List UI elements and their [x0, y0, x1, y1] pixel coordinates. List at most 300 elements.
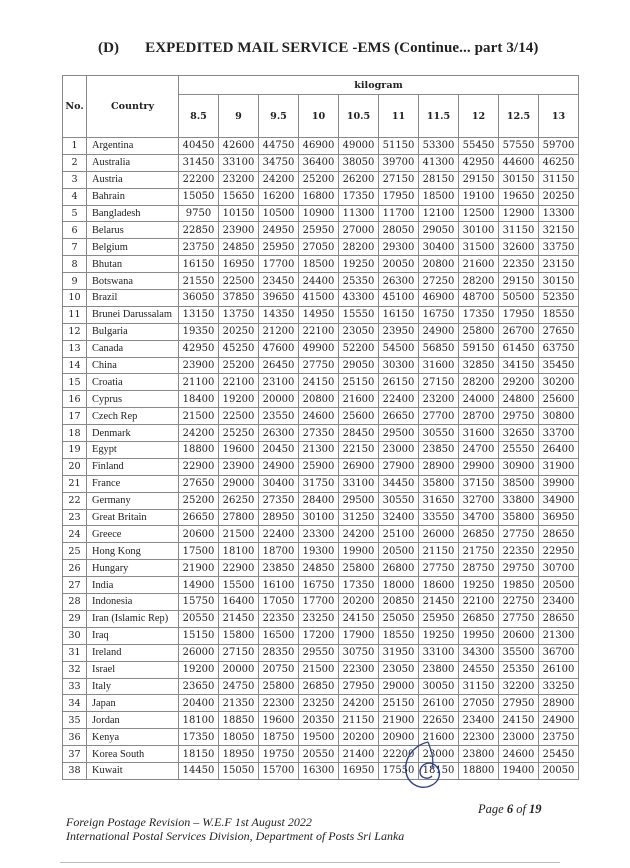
row-number: 36	[63, 729, 87, 746]
rate-cell: 19600	[259, 712, 299, 729]
country-name: Italy	[87, 678, 179, 695]
rate-cell: 31600	[459, 425, 499, 442]
rate-cell: 17950	[499, 306, 539, 323]
rate-cell: 24750	[219, 678, 259, 695]
rate-cell: 19900	[339, 543, 379, 560]
rate-cell: 15700	[259, 762, 299, 779]
rate-cell: 22400	[379, 391, 419, 408]
rate-cell: 26300	[379, 273, 419, 290]
table-row	[63, 610, 579, 627]
rate-cell: 23150	[539, 256, 579, 273]
rate-cell: 28200	[339, 239, 379, 256]
row-number: 4	[63, 188, 87, 205]
rate-cell: 22200	[179, 171, 219, 188]
rate-cell: 26200	[339, 171, 379, 188]
row-number: 31	[63, 644, 87, 661]
country-name: Jordan	[87, 712, 179, 729]
row-number: 25	[63, 543, 87, 560]
rate-cell: 27650	[539, 323, 579, 340]
rate-cell: 33250	[539, 678, 579, 695]
rate-cell: 17900	[339, 627, 379, 644]
country-name: China	[87, 357, 179, 374]
rate-cell: 23800	[459, 746, 499, 763]
rate-cell: 26400	[539, 442, 579, 459]
rate-cell: 63750	[539, 340, 579, 357]
country-name: Iran (Islamic Rep)	[87, 610, 179, 627]
table-row	[63, 729, 579, 746]
rate-cell: 25950	[299, 222, 339, 239]
rate-cell: 28350	[259, 644, 299, 661]
rate-cell: 28900	[539, 695, 579, 712]
rate-cell: 15750	[179, 594, 219, 611]
rate-cell: 15550	[339, 306, 379, 323]
section-title: EXPEDITED MAIL SERVICE -EMS (Continue... part 3/14)	[145, 40, 539, 56]
table-row	[63, 661, 579, 678]
rate-cell: 12900	[499, 205, 539, 222]
rate-cell: 11300	[339, 205, 379, 222]
rate-cell: 32650	[499, 425, 539, 442]
rate-cell: 23750	[539, 729, 579, 746]
table-row	[63, 290, 579, 307]
rate-cell: 21500	[299, 661, 339, 678]
rate-cell: 23200	[419, 391, 459, 408]
rate-cell: 14950	[299, 306, 339, 323]
table-row	[63, 138, 579, 155]
rate-cell: 23100	[259, 374, 299, 391]
rate-cell: 23050	[379, 661, 419, 678]
rate-cell: 41500	[299, 290, 339, 307]
rate-cell: 36950	[539, 509, 579, 526]
rate-cell: 23400	[539, 594, 579, 611]
rate-cell: 16100	[259, 577, 299, 594]
rate-cell: 24200	[179, 425, 219, 442]
rate-cell: 13300	[539, 205, 579, 222]
rate-cell: 22300	[339, 661, 379, 678]
rate-cell: 31450	[179, 154, 219, 171]
row-number: 34	[63, 695, 87, 712]
rate-cell: 35450	[539, 357, 579, 374]
country-name: Kuwait	[87, 762, 179, 779]
rate-cell: 56850	[419, 340, 459, 357]
rate-cell: 23650	[179, 678, 219, 695]
rate-cell: 31250	[339, 509, 379, 526]
rate-cell: 23450	[259, 273, 299, 290]
rate-cell: 17350	[339, 577, 379, 594]
rate-cell: 24200	[339, 695, 379, 712]
rate-cell: 20350	[299, 712, 339, 729]
rate-cell: 22950	[539, 543, 579, 560]
rate-cell: 17050	[259, 594, 299, 611]
weight-header-cell: 8.5	[179, 95, 219, 138]
rate-cell: 12100	[419, 205, 459, 222]
rate-cell: 23750	[179, 239, 219, 256]
rate-cell: 23250	[299, 610, 339, 627]
rate-cell: 27750	[499, 610, 539, 627]
page-of: of	[513, 802, 530, 816]
rate-cell: 20750	[259, 661, 299, 678]
rate-cell: 19650	[499, 188, 539, 205]
table-row	[63, 695, 579, 712]
section-label: (D)	[98, 40, 120, 56]
country-name: India	[87, 577, 179, 594]
table-row	[63, 594, 579, 611]
weight-header-cell: 9.5	[259, 95, 299, 138]
rate-cell: 21150	[419, 543, 459, 560]
rate-cell: 25250	[219, 425, 259, 442]
rate-cell: 21900	[179, 560, 219, 577]
rate-cell: 39650	[259, 290, 299, 307]
rate-cell: 28450	[339, 425, 379, 442]
rate-cell: 31650	[419, 492, 459, 509]
rate-cell: 26250	[219, 492, 259, 509]
rate-cell: 23000	[499, 729, 539, 746]
rate-cell: 19600	[219, 442, 259, 459]
footer	[66, 815, 404, 843]
rate-cell: 18100	[219, 543, 259, 560]
country-name: Canada	[87, 340, 179, 357]
rate-cell: 27750	[299, 357, 339, 374]
rate-cell: 17350	[459, 306, 499, 323]
rate-cell: 19500	[299, 729, 339, 746]
country-name: Bangladesh	[87, 205, 179, 222]
row-number: 3	[63, 171, 87, 188]
row-number: 10	[63, 290, 87, 307]
country-name: Belgium	[87, 239, 179, 256]
rate-cell: 30300	[379, 357, 419, 374]
country-name: Japan	[87, 695, 179, 712]
page-current: 6	[506, 802, 514, 816]
rate-cell: 31950	[379, 644, 419, 661]
rate-cell: 18550	[379, 627, 419, 644]
weight-header-cell: 10	[299, 95, 339, 138]
rate-cell: 25900	[299, 458, 339, 475]
rate-cell: 18750	[259, 729, 299, 746]
rate-cell: 20550	[179, 610, 219, 627]
table-row	[63, 475, 579, 492]
rate-cell: 34900	[539, 492, 579, 509]
rate-cell: 31900	[539, 458, 579, 475]
country-name: Greece	[87, 526, 179, 543]
rate-cell: 30550	[379, 492, 419, 509]
rate-cell: 20450	[259, 442, 299, 459]
rate-cell: 26300	[259, 425, 299, 442]
rate-cell: 15500	[219, 577, 259, 594]
rate-cell: 10500	[259, 205, 299, 222]
rate-cell: 46250	[539, 154, 579, 171]
rate-cell: 17350	[179, 729, 219, 746]
rate-cell: 22100	[459, 594, 499, 611]
rate-cell: 24150	[499, 712, 539, 729]
rate-cell: 33800	[499, 492, 539, 509]
rate-cell: 16400	[219, 594, 259, 611]
rate-cell: 24000	[459, 391, 499, 408]
rate-cell: 22200	[379, 746, 419, 763]
rate-cell: 18400	[179, 391, 219, 408]
country-name: Korea South	[87, 746, 179, 763]
rate-cell: 20250	[219, 323, 259, 340]
country-name: Belarus	[87, 222, 179, 239]
rate-cell: 22750	[499, 594, 539, 611]
table-row	[63, 577, 579, 594]
bottom-divider	[60, 862, 560, 863]
rate-cell: 31750	[299, 475, 339, 492]
rate-cell: 36700	[539, 644, 579, 661]
table-row	[63, 526, 579, 543]
table-row	[63, 560, 579, 577]
rate-cell: 29200	[499, 374, 539, 391]
table-row	[63, 222, 579, 239]
rate-cell: 30200	[539, 374, 579, 391]
row-number: 24	[63, 526, 87, 543]
weight-header-cell: 11	[379, 95, 419, 138]
rate-cell: 23900	[219, 222, 259, 239]
table-row	[63, 374, 579, 391]
rate-cell: 23900	[179, 357, 219, 374]
rate-cell: 26700	[499, 323, 539, 340]
rate-cell: 18800	[179, 442, 219, 459]
rate-cell: 34300	[459, 644, 499, 661]
country-name: Brunei Darussalam	[87, 306, 179, 323]
rate-cell: 24200	[259, 171, 299, 188]
rate-cell: 48700	[459, 290, 499, 307]
rate-cell: 32850	[459, 357, 499, 374]
rate-cell: 20000	[259, 391, 299, 408]
rate-cell: 26850	[459, 526, 499, 543]
row-number: 7	[63, 239, 87, 256]
country-name: Bulgaria	[87, 323, 179, 340]
rate-cell: 19250	[339, 256, 379, 273]
rate-cell: 25600	[339, 408, 379, 425]
rate-cell: 16200	[259, 188, 299, 205]
rate-cell: 22350	[499, 543, 539, 560]
table-row	[63, 442, 579, 459]
table-row	[63, 627, 579, 644]
rate-cell: 27650	[179, 475, 219, 492]
rate-cell: 25550	[499, 442, 539, 459]
rate-cell: 20250	[539, 188, 579, 205]
rate-cell: 26150	[379, 374, 419, 391]
rate-cell: 30750	[339, 644, 379, 661]
row-number: 27	[63, 577, 87, 594]
rate-cell: 37150	[459, 475, 499, 492]
rate-cell: 21300	[539, 627, 579, 644]
rate-cell: 25950	[259, 239, 299, 256]
row-number: 8	[63, 256, 87, 273]
weight-header-cell: 10.5	[339, 95, 379, 138]
rate-cell: 26100	[539, 661, 579, 678]
table-row	[63, 239, 579, 256]
rate-cell: 39900	[539, 475, 579, 492]
rate-cell: 31150	[499, 222, 539, 239]
rate-cell: 27050	[299, 239, 339, 256]
rate-cell: 20600	[179, 526, 219, 543]
rate-cell: 36050	[179, 290, 219, 307]
rate-cell: 25950	[419, 610, 459, 627]
rate-cell: 18550	[539, 306, 579, 323]
rate-cell: 46900	[419, 290, 459, 307]
page-title	[98, 40, 539, 57]
rate-cell: 18150	[419, 762, 459, 779]
rate-cell: 22500	[219, 273, 259, 290]
rate-cell: 13750	[219, 306, 259, 323]
rate-cell: 20500	[539, 577, 579, 594]
country-name: Egypt	[87, 442, 179, 459]
rate-cell: 20050	[379, 256, 419, 273]
rate-cell: 29900	[459, 458, 499, 475]
rate-cell: 41300	[419, 154, 459, 171]
row-number: 11	[63, 306, 87, 323]
rate-cell: 32200	[499, 678, 539, 695]
rate-cell: 25800	[339, 560, 379, 577]
rate-cell: 53300	[419, 138, 459, 155]
rate-cell: 33750	[539, 239, 579, 256]
country-name: Brazil	[87, 290, 179, 307]
rate-cell: 51150	[379, 138, 419, 155]
country-name: Denmark	[87, 425, 179, 442]
rate-cell: 17200	[299, 627, 339, 644]
rate-cell: 26000	[419, 526, 459, 543]
rate-cell: 18600	[419, 577, 459, 594]
rate-cell: 47600	[259, 340, 299, 357]
rate-cell: 21600	[339, 391, 379, 408]
rate-cell: 59700	[539, 138, 579, 155]
country-name: Argentina	[87, 138, 179, 155]
rate-cell: 29500	[339, 492, 379, 509]
rate-cell: 44600	[499, 154, 539, 171]
rate-cell: 37850	[219, 290, 259, 307]
kilogram-header: kilogram	[179, 76, 579, 95]
rate-cell: 26650	[379, 408, 419, 425]
rate-cell: 30400	[259, 475, 299, 492]
country-name: Bhutan	[87, 256, 179, 273]
rate-cell: 10900	[299, 205, 339, 222]
rate-cell: 18500	[419, 188, 459, 205]
rate-cell: 30800	[539, 408, 579, 425]
rate-cell: 21450	[419, 594, 459, 611]
table-row	[63, 678, 579, 695]
rate-cell: 25200	[219, 357, 259, 374]
rate-cell: 25350	[339, 273, 379, 290]
country-name: Kenya	[87, 729, 179, 746]
rate-cell: 16750	[419, 306, 459, 323]
rate-cell: 20200	[339, 594, 379, 611]
row-number: 32	[63, 661, 87, 678]
rate-cell: 28750	[459, 560, 499, 577]
rate-cell: 17500	[179, 543, 219, 560]
rate-cell: 33700	[539, 425, 579, 442]
rate-cell: 22350	[259, 610, 299, 627]
rate-cell: 25200	[179, 492, 219, 509]
country-name: Hungary	[87, 560, 179, 577]
rate-cell: 21400	[339, 746, 379, 763]
rate-table-body	[63, 138, 579, 780]
row-number: 22	[63, 492, 87, 509]
rate-cell: 16950	[339, 762, 379, 779]
rate-cell: 25600	[539, 391, 579, 408]
rate-cell: 20900	[379, 729, 419, 746]
rate-cell: 18050	[219, 729, 259, 746]
row-number: 17	[63, 408, 87, 425]
row-number: 19	[63, 442, 87, 459]
rate-cell: 46900	[299, 138, 339, 155]
rate-cell: 38050	[339, 154, 379, 171]
rate-cell: 23000	[379, 442, 419, 459]
row-number: 15	[63, 374, 87, 391]
rate-cell: 19200	[179, 661, 219, 678]
rate-cell: 24150	[339, 610, 379, 627]
rate-cell: 35800	[499, 509, 539, 526]
rate-cell: 23850	[419, 442, 459, 459]
rate-cell: 22400	[259, 526, 299, 543]
weight-header-cell: 9	[219, 95, 259, 138]
row-number: 12	[63, 323, 87, 340]
rate-cell: 19350	[179, 323, 219, 340]
row-number: 38	[63, 762, 87, 779]
rate-cell: 30900	[499, 458, 539, 475]
rate-cell: 20800	[419, 256, 459, 273]
rate-cell: 30400	[419, 239, 459, 256]
rate-cell: 24400	[299, 273, 339, 290]
page-total: 19	[529, 802, 542, 816]
row-number: 1	[63, 138, 87, 155]
table-row	[63, 425, 579, 442]
rate-cell: 28050	[379, 222, 419, 239]
weight-header-cell: 12.5	[499, 95, 539, 138]
rate-cell: 16950	[219, 256, 259, 273]
table-row	[63, 509, 579, 526]
rate-cell: 15800	[219, 627, 259, 644]
country-name: Cyprus	[87, 391, 179, 408]
rate-cell: 20000	[219, 661, 259, 678]
rate-cell: 30550	[419, 425, 459, 442]
rate-cell: 24850	[299, 560, 339, 577]
row-number: 2	[63, 154, 87, 171]
country-name: Australia	[87, 154, 179, 171]
rate-cell: 52350	[539, 290, 579, 307]
country-name: Finland	[87, 458, 179, 475]
rate-cell: 15050	[219, 762, 259, 779]
rate-cell: 21350	[219, 695, 259, 712]
table-row	[63, 408, 579, 425]
rate-cell: 11700	[379, 205, 419, 222]
rate-cell: 18850	[219, 712, 259, 729]
rate-cell: 19400	[499, 762, 539, 779]
rate-cell: 17550	[379, 762, 419, 779]
ems-rate-table	[62, 75, 579, 780]
rate-cell: 25350	[499, 661, 539, 678]
rate-cell: 40450	[179, 138, 219, 155]
page-prefix: Page	[478, 802, 507, 816]
rate-cell: 26100	[419, 695, 459, 712]
rate-cell: 49000	[339, 138, 379, 155]
rate-cell: 24850	[219, 239, 259, 256]
rate-cell: 21500	[219, 526, 259, 543]
rate-cell: 26900	[339, 458, 379, 475]
rate-cell: 38500	[499, 475, 539, 492]
rate-cell: 25100	[379, 526, 419, 543]
rate-cell: 28200	[459, 273, 499, 290]
rate-cell: 16500	[259, 627, 299, 644]
table-row	[63, 712, 579, 729]
rate-cell: 25200	[299, 171, 339, 188]
table-row	[63, 746, 579, 763]
rate-cell: 27800	[219, 509, 259, 526]
page-number	[478, 802, 542, 817]
rate-cell: 20600	[499, 627, 539, 644]
rate-cell: 29300	[379, 239, 419, 256]
rate-cell: 9750	[179, 205, 219, 222]
rate-cell: 23250	[299, 695, 339, 712]
